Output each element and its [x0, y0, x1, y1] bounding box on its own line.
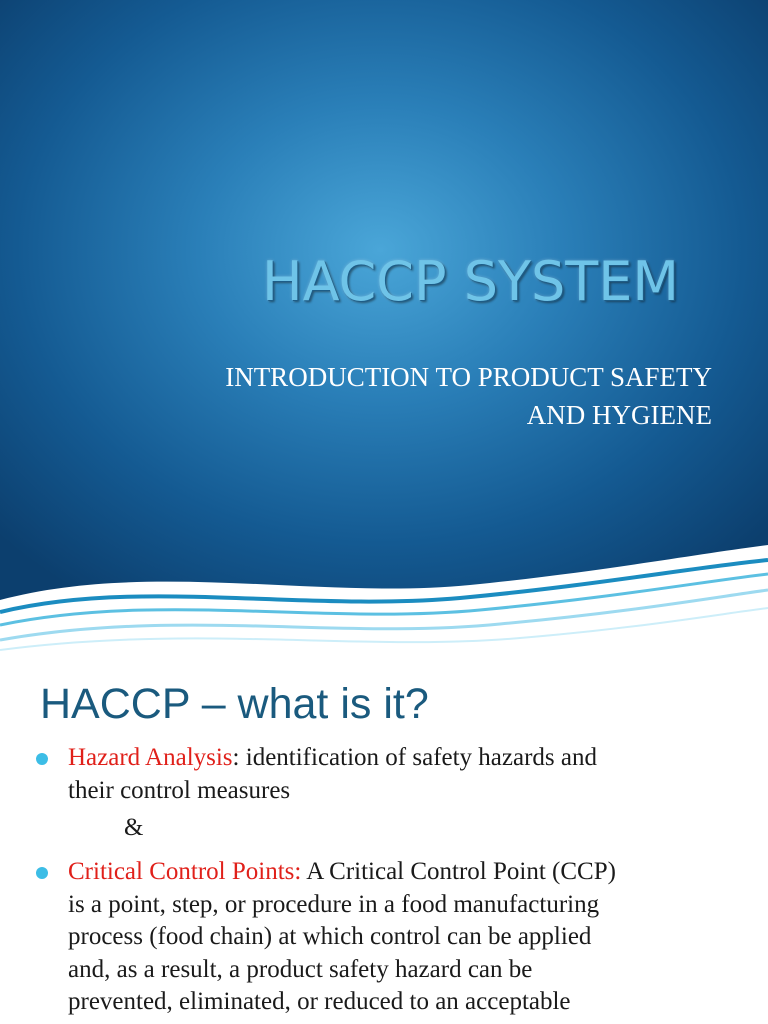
- bullet-line: process (food chain) at which control can be applied: [68, 923, 592, 950]
- bullet-item-hazard-analysis: [68, 742, 738, 807]
- bullet-line: [68, 742, 738, 775]
- bullet-icon: [36, 867, 48, 879]
- bullet-item-critical-control-points: [68, 856, 738, 1019]
- bullet-line: is a point, step, or procedure in a food manufacturing: [68, 890, 600, 918]
- content-slide: [0, 660, 768, 1024]
- term-separator: :: [232, 744, 240, 771]
- slide-title: HACCP SYSTEM: [262, 250, 679, 313]
- definition-text: A Critical Control Point (CCP): [301, 858, 616, 885]
- bullet-icon: [36, 753, 48, 765]
- subtitle-line-2: AND HYGIENE: [526, 400, 712, 430]
- bullet-line: prevented, eliminated, or reduced to an acceptable: [68, 988, 571, 1015]
- slide-subtitle: [52, 358, 712, 434]
- term-critical-control-points: Critical Control Points:: [68, 858, 302, 885]
- bullet-line: and, as a result, a product safety hazard can be: [68, 955, 533, 983]
- subtitle-line-1: INTRODUCTION TO PRODUCT SAFETY: [225, 362, 712, 392]
- bullet-line: [68, 856, 738, 889]
- ampersand: &: [124, 814, 144, 841]
- term-hazard-analysis: Hazard Analysis: [68, 744, 233, 771]
- slide-heading: HACCP – what is it?: [40, 680, 429, 728]
- definition-text: identification of safety hazards and: [239, 744, 597, 771]
- bullet-line: their control measures: [68, 776, 291, 804]
